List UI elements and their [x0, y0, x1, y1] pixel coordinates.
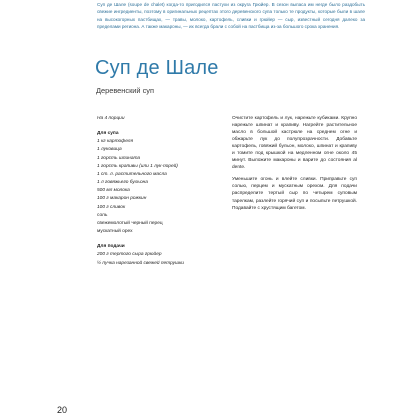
intro-paragraph [97, 1, 365, 30]
ingredients-column [97, 115, 217, 268]
instruction-paragraph: Уменьшите огонь и влейте сливки. Приправьте суп солью, перцем и мускатным орехом. Для подачи распределите тертый сыр по четырем суповым тарелкам, разлейте горячий суп и посыпьте петрушкой. Подавайте с хрустящим багетом. [232, 177, 357, 211]
intro-text: Суп де Шале (soupe de chalet) когда-то пригодился пастухи из округа Грюйер. В сезон выпаса им негде было раздобыть свежие ингредиенты, поэтому в оригинальных рецептах этого деревенского супа только те продукты, которые были в шале на высокогорных пастбищах, — травы, молоко, картофель, сливки и грюйер — сыр, известный сегодня далеко за пределами региона. А также макароны, — их всегда брали с собой на пастбища из-за большого срока хранения. [97, 2, 365, 29]
instruction-paragraph: Очистите картофель и лук, нарежьте кубиками. Крупно нарежьте шпинат и крапиву. Нагрейте растительное масло в большой кастрюле на среднем огне и обжарьте лук до полупрозрачности. Добавьте картофель, говяжий бульон, молоко, шпинат и крапиву и томите под крышкой на медленном огне около 45 минут. Выложите макароны и варите до состояния al dente. [232, 116, 357, 171]
ingredient-item: 500 мл молока [97, 188, 130, 194]
ingredient-item: 100 г сливок [97, 204, 126, 210]
page-number: 20 [57, 405, 68, 415]
ingredient-item: 100 г макарон рожкин [97, 196, 147, 202]
recipe-title: Суп де Шале [95, 57, 219, 79]
ingredient-item: свежемолотый черный перец [97, 220, 163, 226]
ingredient-item: соль [97, 212, 108, 218]
serving-ingredients-heading: Для подачи [97, 244, 125, 250]
soup-ingredients-heading: Для супа [97, 131, 119, 137]
ingredient-item: 200 г тертого сыра грюйер [97, 252, 162, 258]
ingredient-item: 1 ст. л. растительного масла [97, 171, 167, 177]
ingredient-item: 1 кг картофеля [97, 139, 134, 145]
ingredient-item: 1 л говяжьего бульона [97, 180, 148, 186]
instructions-column [232, 115, 357, 217]
recipe-subtitle: Деревенский суп [96, 86, 155, 95]
ingredient-item: 1 горсть крапивы (или 1 лук-порей) [97, 163, 178, 169]
ingredient-item: 1 луковица [97, 147, 122, 153]
servings-text: На 4 порции [97, 116, 125, 121]
section-gap [97, 236, 217, 243]
ingredient-item: 1 горсть шпината [97, 155, 141, 161]
ingredient-item: ½ пучка нарезанной свежей петрушки [97, 260, 184, 266]
ingredient-item: мускатный орех [97, 229, 133, 235]
